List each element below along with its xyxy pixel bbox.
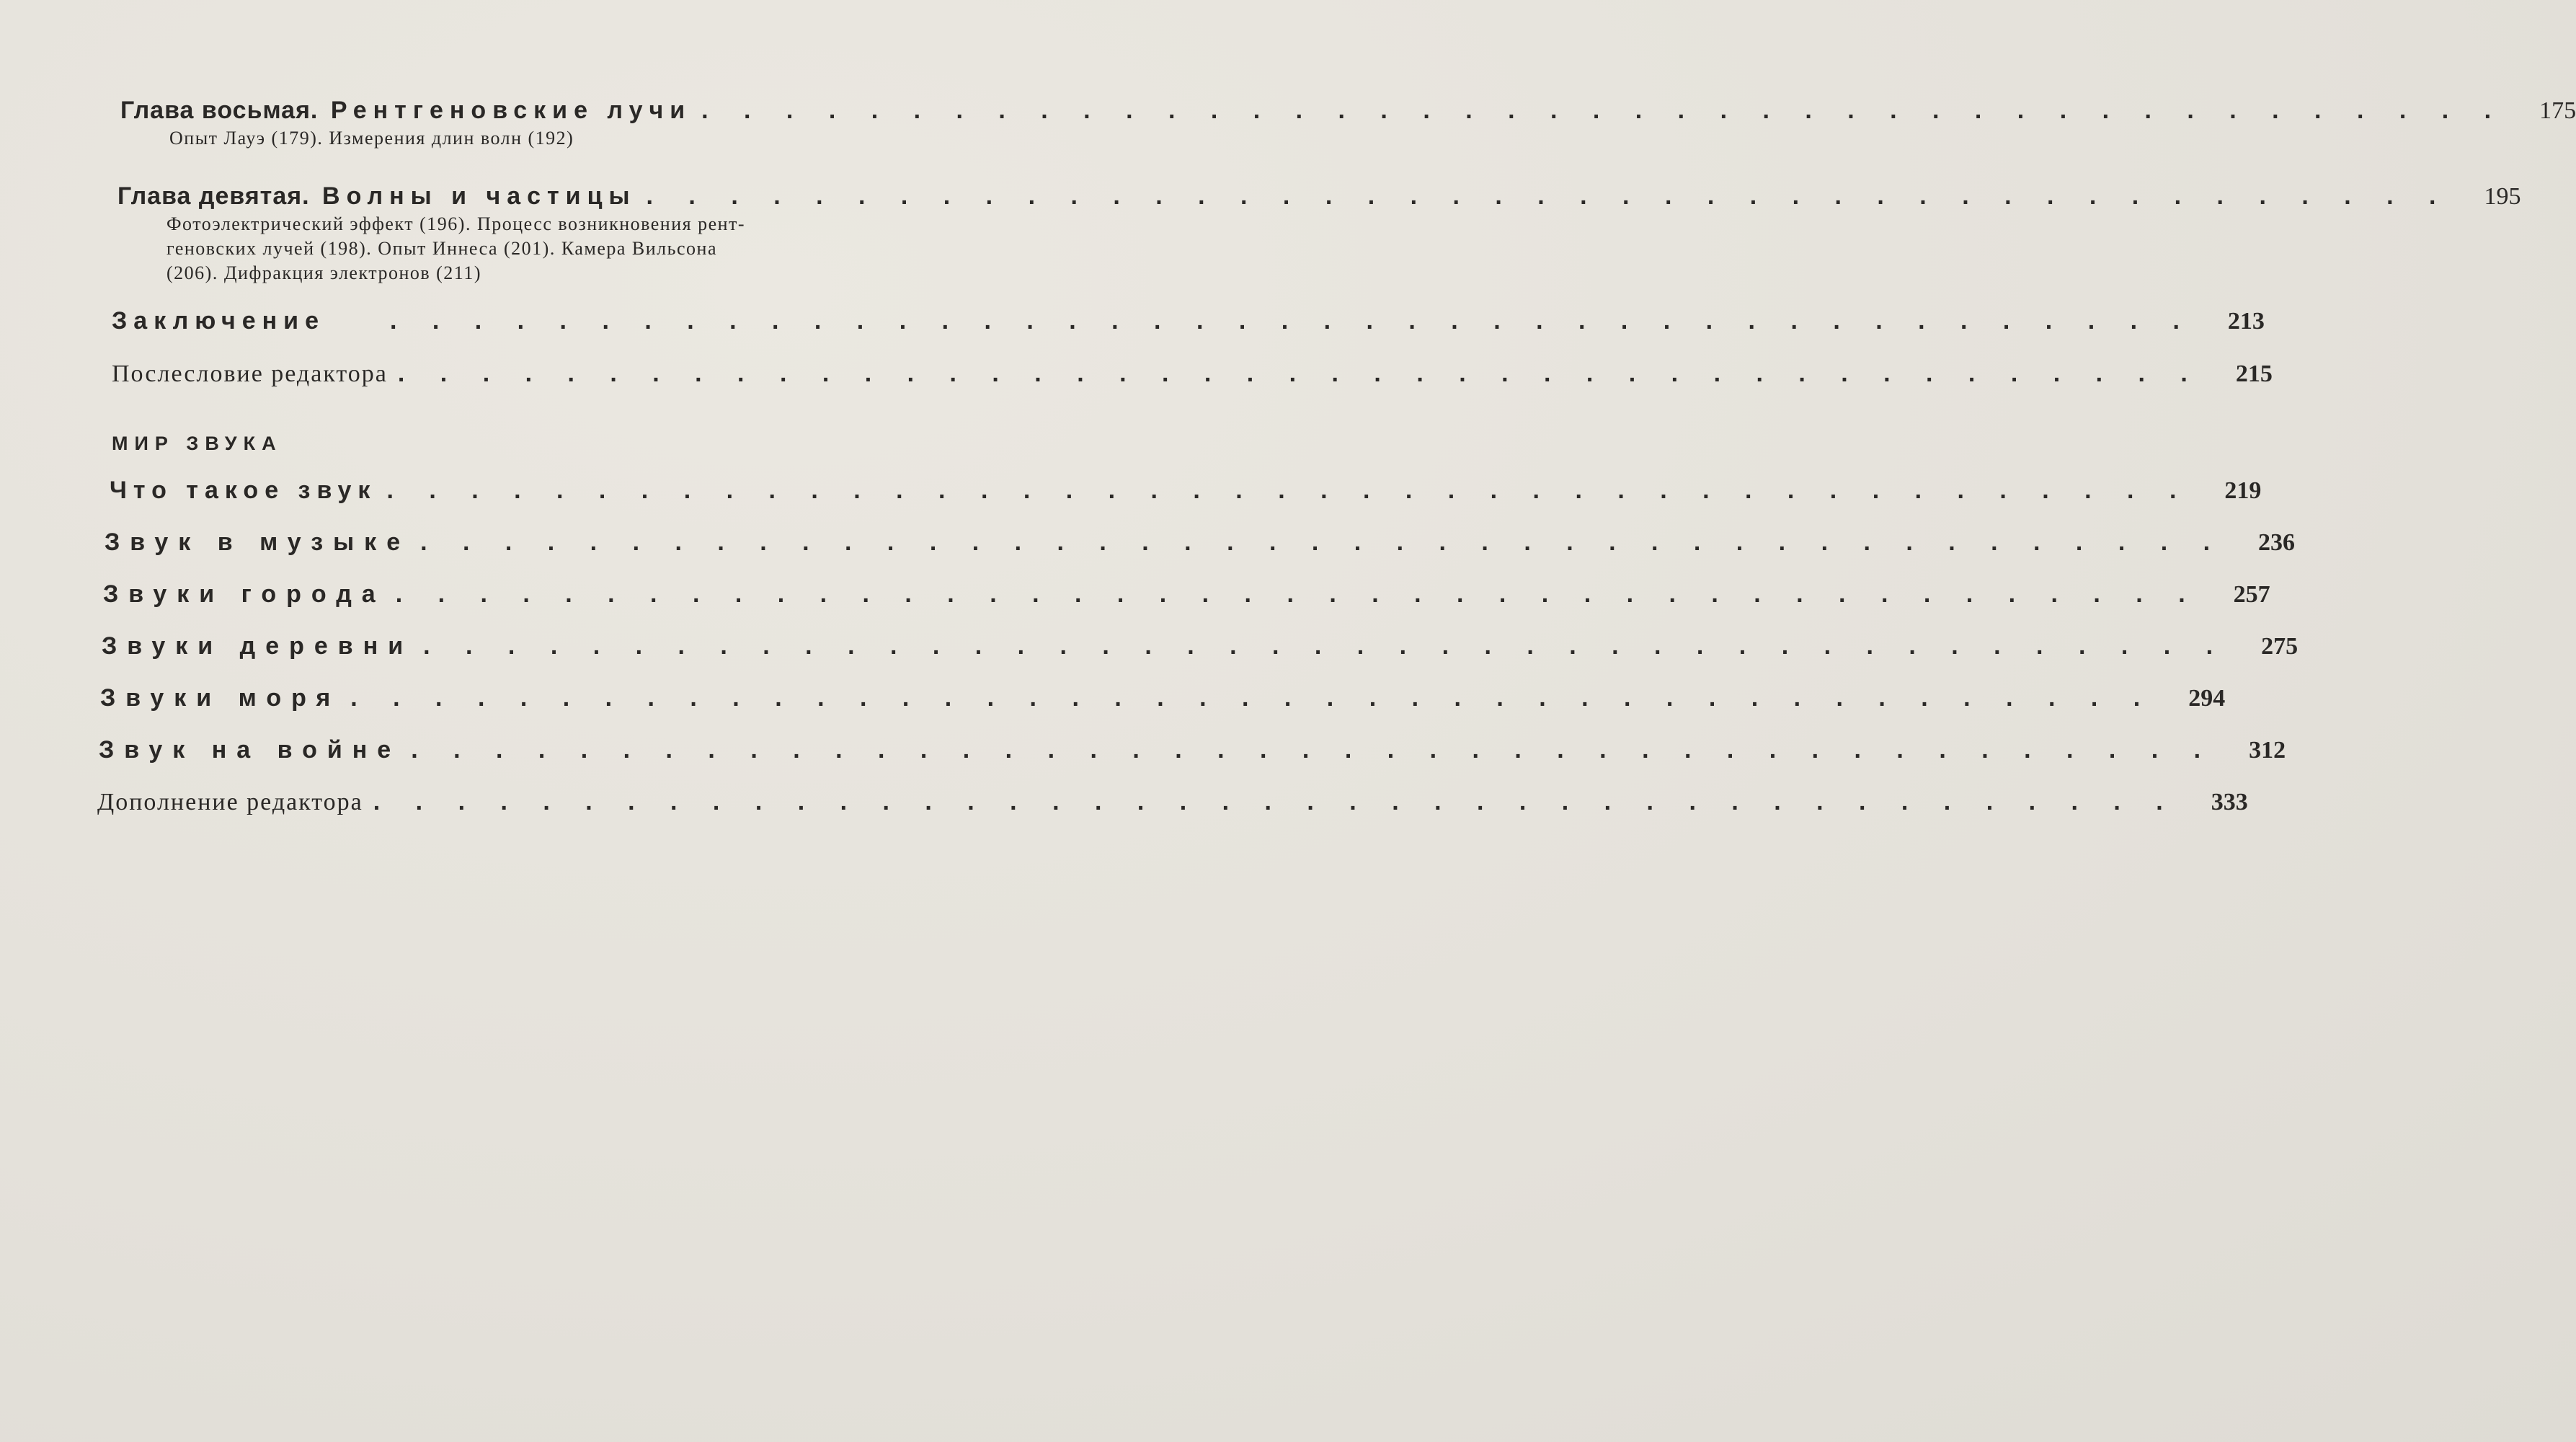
entry-page: 294 — [2188, 685, 2226, 712]
chapter9-page: 195 — [2484, 183, 2521, 210]
leader-dots: . . . . . . . . . . . . . . . . . . . . . . . . . . . . . . . . . . . . . . . . . . . — [646, 182, 2451, 210]
chapter9-subtopics — [166, 212, 916, 286]
leader-dots: . . . . . . . . . . . . . . . . . . . . . . . . . . . . . . . . . . . . . . . . . . . — [389, 307, 2194, 335]
chapter9-subtopics-line: геновских лучей (198). Опыт Иннеса (201). Камера Вильсона — [166, 238, 717, 259]
toc-entry-sound[interactable] — [100, 684, 2226, 712]
leader-dots: . . . . . . . . . . . . . . . . . . . . . . . . . . . . . . . . . . . . . . . . . . . — [397, 360, 2202, 387]
leader-dots: . . . . . . . . . . . . . . . . . . . . . . . . . . . . . . . . . . . . . . . . . . . — [701, 97, 2506, 124]
entry-page: 312 — [2249, 737, 2286, 764]
chapter9-subtopics-line: (206). Дифракция электронов (211) — [166, 262, 481, 283]
conclusion-title: Заключение — [112, 307, 325, 335]
entry-title: Звуки деревни — [102, 632, 414, 660]
afterword-title: Послесловие редактора — [112, 360, 388, 387]
chapter9-subtopics-line: Фотоэлектрический эффект (196). Процесс возникновения рент- — [166, 213, 746, 234]
toc-entry-sound[interactable] — [103, 580, 2270, 609]
toc-entry-sound[interactable] — [102, 632, 2299, 660]
leader-dots: . . . . . . . . . . . . . . . . . . . . . . . . . . . . . . . . . . . . . . . . . . . — [411, 736, 2216, 764]
entry-title: Звуки города — [103, 580, 386, 608]
section-heading: МИР ЗВУКА — [112, 433, 283, 454]
entry-title: Звук в музыке — [105, 528, 411, 556]
sound-entries — [99, 477, 2299, 764]
afterword-page: 215 — [2235, 360, 2273, 387]
leader-dots: . . . . . . . . . . . . . . . . . . . . . . . . . . . . . . . . . . . . . . . . . . . — [350, 684, 2155, 712]
chapter8-title: Рентгеновские лучи — [330, 97, 692, 124]
table-of-contents — [97, 97, 2576, 816]
toc-entry-sound[interactable] — [110, 477, 2262, 505]
entry-page: 219 — [2224, 477, 2262, 504]
chapter9-prefix: Глава девятая. — [117, 182, 310, 210]
leader-dots: . . . . . . . . . . . . . . . . . . . . . . . . . . . . . . . . . . . . . . . . . . . — [395, 580, 2200, 608]
addendum-title: Дополнение редактора — [97, 789, 363, 815]
entry-page: 275 — [2261, 633, 2299, 660]
chapter8-subtopics: Опыт Лауэ (179). Измерения длин волн (192) — [169, 128, 574, 149]
toc-entry-sound[interactable] — [105, 528, 2296, 557]
chapter9-title: Волны и частицы — [322, 182, 636, 210]
toc-entry-chapter8[interactable] — [120, 97, 2576, 151]
chapter8-page: 175 — [2539, 97, 2576, 124]
toc-entry-sound[interactable] — [99, 736, 2286, 764]
entry-title: Звук на войне — [99, 736, 401, 764]
leader-dots: . . . . . . . . . . . . . . . . . . . . . . . . . . . . . . . . . . . . . . . . . . . — [423, 632, 2228, 660]
entry-page: 257 — [2233, 581, 2270, 608]
chapter8-prefix: Глава восьмая. — [120, 97, 319, 124]
leader-dots: . . . . . . . . . . . . . . . . . . . . . . . . . . . . . . . . . . . . . . . . . . . — [420, 528, 2225, 556]
toc-entry-conclusion[interactable] — [112, 307, 2265, 335]
leader-dots: . . . . . . . . . . . . . . . . . . . . . . . . . . . . . . . . . . . . . . . . . . . — [386, 477, 2191, 504]
conclusion-page: 213 — [2227, 308, 2265, 335]
toc-entry-addendum[interactable] — [97, 788, 2248, 816]
entry-page: 236 — [2258, 529, 2296, 556]
leader-dots: . . . . . . . . . . . . . . . . . . . . . . . . . . . . . . . . . . . . . . . . . . . — [373, 788, 2177, 815]
toc-entry-chapter9[interactable] — [117, 182, 2521, 286]
addendum-page: 333 — [2211, 789, 2248, 815]
entry-title: Звуки моря — [100, 684, 341, 712]
toc-entry-afterword[interactable] — [112, 360, 2273, 388]
entry-title: Что такое звук — [110, 477, 377, 504]
